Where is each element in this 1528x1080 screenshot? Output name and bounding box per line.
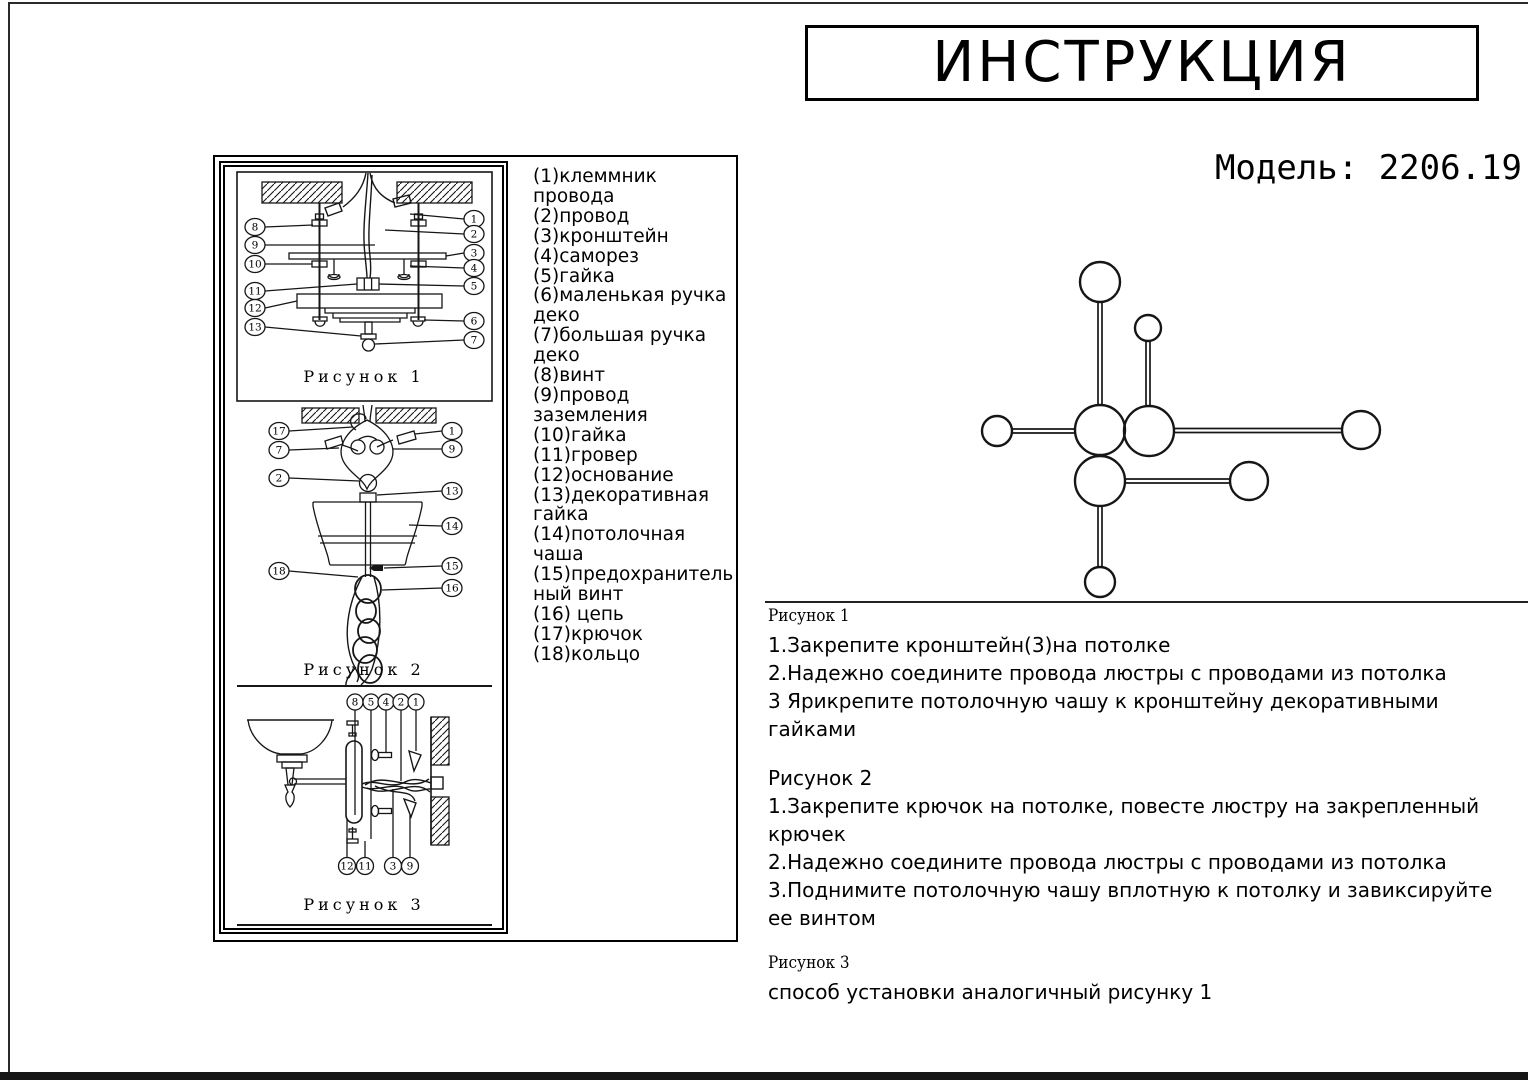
part-item: (5)гайка	[533, 265, 615, 287]
figures-outer-box	[213, 155, 738, 942]
terminal-block	[357, 278, 379, 290]
figure-label: Рисунок 2	[303, 660, 425, 679]
fig1-callouts-left	[245, 219, 265, 336]
callout-number: 15	[445, 560, 459, 573]
part-item: (12)основание	[533, 464, 674, 486]
schematic-arms	[1012, 302, 1342, 568]
screw	[328, 259, 340, 280]
part-item: (3)кронштейн	[533, 225, 669, 247]
part-item: (1)клеммник провода	[533, 166, 657, 207]
ceiling-hatch	[262, 182, 342, 203]
instructions-separator-line	[765, 601, 1528, 603]
callout-number: 2	[275, 472, 283, 485]
figures-panel-inner	[223, 165, 504, 930]
fig1-drawing	[237, 172, 492, 401]
figures-panel	[219, 161, 508, 934]
part-item: (15)предохранительный винт	[533, 564, 734, 606]
ceiling-cup	[313, 502, 422, 565]
callout-number: 12	[340, 860, 354, 873]
section-heading: Рисунок 1	[768, 606, 850, 626]
part-item: (11)гровер	[533, 444, 638, 466]
callout-number: 7	[470, 334, 478, 347]
callout-number: 9	[406, 860, 414, 873]
wall-hatch	[431, 717, 449, 765]
callout-number: 7	[275, 444, 283, 457]
fig2-callouts-right	[442, 423, 462, 597]
part-item: (2)провод	[533, 205, 630, 227]
instruction-line: 1.Закрепите кронштейн(3)на потолке	[768, 633, 1171, 657]
callout-number: 5	[367, 696, 375, 709]
chandelier-schematic	[950, 240, 1400, 600]
fig3-callouts-top	[347, 694, 424, 710]
callout-number: 14	[445, 520, 459, 533]
instruction-line: 3 Ярикрепите потолочную чашу к кронштейну декоративными гайками	[768, 689, 1439, 741]
ball	[360, 475, 377, 492]
wire-connector	[409, 751, 421, 771]
part-item: (6)маленькая ручка деко	[533, 285, 727, 327]
page-title: ИНСТРУКЦИЯ	[932, 30, 1352, 95]
wire-connector	[397, 431, 416, 444]
callout-number: 4	[382, 696, 390, 709]
callout-number: 8	[251, 221, 259, 234]
instructions	[768, 606, 1523, 1027]
fig2-drawing	[269, 405, 462, 687]
callout-number: 18	[272, 565, 286, 578]
callout-number: 12	[248, 302, 262, 315]
part-item: (8)винт	[533, 365, 606, 387]
callout-number: 11	[248, 285, 262, 298]
callout-number: 11	[358, 860, 372, 873]
callout-number: 9	[251, 239, 259, 252]
instruction-line: 3.Поднимите потолочную чашу вплотную к потолку и завиксируйте ее винтом	[768, 878, 1493, 930]
callout-number: 2	[397, 696, 405, 709]
section-heading: Рисунок 2	[768, 766, 873, 790]
instructions-section	[768, 606, 1523, 743]
callout-number: 4	[470, 262, 478, 275]
model-number: Модель: 2206.19	[1214, 148, 1522, 188]
part-item: (10)гайка	[533, 424, 627, 446]
schematic-ball-fills	[1075, 405, 1174, 506]
wire-connector	[325, 203, 342, 216]
callout-number: 2	[470, 228, 478, 241]
callout-number: 3	[470, 247, 478, 260]
fig2-callouts-left	[269, 423, 289, 580]
bracket	[289, 253, 446, 259]
callout-number: 8	[351, 696, 359, 709]
instruction-line: 2.Надежно соедините провода люстры с проводами из потолка	[768, 850, 1447, 874]
page-bottom-bar	[0, 1072, 1528, 1080]
part-item: (13)декоративная гайка	[533, 484, 709, 526]
figures-drawing	[225, 167, 502, 930]
instruction-line: 2.Надежно соедините провода люстры с проводами из потолка	[768, 661, 1447, 685]
fig3-drawing	[237, 694, 492, 925]
screw	[398, 259, 410, 280]
title-box	[805, 25, 1479, 101]
part-item: (16) цепь	[533, 603, 624, 625]
wire-connector	[325, 436, 343, 449]
section-heading: Рисунок 3	[768, 953, 850, 973]
callout-number: 10	[248, 258, 262, 271]
hook-ornament	[325, 414, 416, 489]
callout-number: 3	[389, 860, 397, 873]
instruction-line: 1.Закрепите крючок на потолке, повесте люстру на закрепленный крючек	[768, 794, 1480, 846]
decor-knob	[363, 339, 375, 351]
part-item: (18)кольцо	[533, 643, 641, 665]
wall-lamp	[247, 720, 346, 807]
wall-hatch	[431, 797, 449, 845]
callout-number: 6	[470, 315, 478, 328]
fig1-callouts-right	[464, 211, 484, 349]
callout-number: 13	[445, 485, 459, 498]
fig3-callouts-bottom	[339, 858, 419, 875]
callout-number: 1	[470, 213, 478, 226]
callout-number: 17	[272, 425, 286, 438]
instructions-section	[768, 764, 1523, 932]
callout-number: 1	[448, 425, 456, 438]
instruction-line: способ установки аналогичный рисунку 1	[768, 980, 1213, 1004]
callout-number: 5	[470, 280, 478, 293]
decor-nut	[360, 493, 376, 502]
callout-number: 9	[448, 443, 456, 456]
callout-number: 16	[445, 582, 459, 595]
instructions-section	[768, 953, 1523, 1006]
part-item: (4)саморез	[533, 245, 639, 267]
part-item: (7)большая ручка деко	[533, 325, 707, 367]
callout-number: 1	[412, 696, 420, 709]
figure-label: Рисунок 1	[303, 367, 425, 386]
figure-label: Рисунок 3	[303, 895, 425, 914]
wire-connector	[404, 799, 416, 817]
part-item: (9)провод заземления	[533, 384, 648, 426]
ceiling-hatch	[397, 182, 472, 203]
callout-number: 13	[248, 321, 262, 334]
ceiling-hatch	[376, 408, 436, 423]
backplate	[346, 741, 362, 823]
part-item: (17)крючок	[533, 623, 643, 645]
part-item: (14)потолочная чаша	[533, 524, 686, 566]
